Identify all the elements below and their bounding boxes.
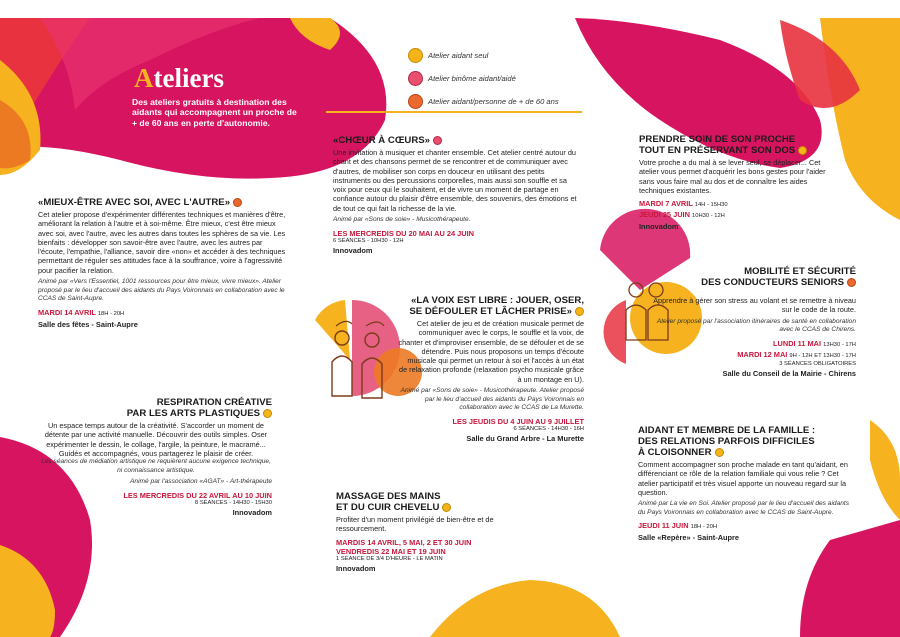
title-rest: teliers: [153, 63, 224, 93]
atelier-place: Salle «Repère» - Saint-Aupre: [638, 533, 740, 543]
atelier-description: Apprendre à gérer son stress au volant et se remettre à niveau sur le code de la route.: [653, 296, 856, 315]
atelier-place: Innovadom: [336, 564, 376, 574]
atelier-title: [333, 135, 581, 146]
aidant-seul-icon: [575, 307, 584, 316]
atelier-place: Innovadom: [333, 246, 373, 256]
atelier-title-line: PRENDRE SOIN DE SON PROCHE: [639, 134, 796, 145]
atelier-title-line: PAR LES ARTS PLASTIQUES: [126, 408, 260, 419]
atelier-title: [638, 425, 852, 458]
singing-couple-illustration: [318, 318, 398, 410]
atelier-date: [650, 339, 856, 350]
legend-item: [408, 67, 559, 90]
atelier-respiration: [40, 397, 272, 517]
intro-paragraph: Des ateliers gratuits à destination des aidants qui accompagnent un proche de + de 60 ans en perte d'autonomie.: [132, 97, 297, 128]
atelier-animator: Animé par «Sons de soie» - Musicothérapeute. Atelier proposé par le lieu d'accueil des aidants du Pays Voironnais en collaboration avec le CCAS de La Murette.: [400, 387, 584, 412]
legend: [408, 44, 559, 113]
atelier-sessions: 8 SÉANCES - 14H30 - 15H30: [194, 499, 272, 506]
atelier-date: [38, 308, 290, 319]
atelier-description: Un espace temps autour de la créativité. S'accorder un moment de détente par une activité manuelle. Découvrir des outils simples. Oser expérimenter le dessin, le collage, l'argile, la peinture, le macramé... Guidés et accompagnés, vous partagerez le plaisir de créer.: [44, 421, 268, 458]
atelier-title-line: DES CONDUCTEURS SENIORS: [701, 277, 844, 288]
atelier-title-line: AIDANT ET MEMBRE DE LA FAMILLE :: [638, 425, 816, 436]
date-text: JEUDI 11 JUIN: [638, 521, 689, 531]
atelier-sessions: 1 SÉANCE DE 3/4 D'HEURE - LE MATIN: [336, 555, 443, 562]
atelier-animator: Animé par l'association «AGAT» - Art-thérapeute: [130, 478, 272, 486]
legend-divider: [326, 111, 582, 113]
atelier-date: [650, 350, 856, 361]
atelier-title: [398, 295, 584, 317]
atelier-description: Cet atelier de jeu et de création musicale permet de communiquer avec le corps, le souffle et la voix, de chanter et d'improviser ensemble, de se défouler et de se détendre. Puis nous proposons un temps d'écoute musicale qui permet un retour à soi et l'accès à un état de relaxation profonde (relaxation psycho musicale grâce à un montage en U).: [398, 319, 584, 384]
atelier-title-line: DES RELATIONS PARFOIS DIFFICILES: [638, 436, 815, 447]
aidant-seul-icon: [442, 503, 451, 512]
date-text: MARDI 12 MAI: [737, 349, 788, 359]
intro-text: [132, 97, 302, 128]
atelier-description: Votre proche a du mal à se lever seul, se déplacer... Cet atelier vous permet d'acquérir les bons gestes pour l'aider sans vous faire mal au dos et de connaître les aides techniques existantes.: [639, 158, 826, 195]
atelier-mieux-etre: [38, 197, 290, 329]
atelier-title: [639, 134, 839, 156]
atelier-animator: Animé par «Sons de soie» - Musicothérapeute.: [333, 216, 471, 224]
atelier-place: Salle des fêtes - Saint-Aupre: [38, 319, 138, 329]
atelier-choeur: [333, 135, 581, 255]
aidant-senior-icon: [408, 94, 423, 109]
atelier-date: VENDREDIS 22 MAI ET 19 JUIN: [336, 546, 446, 556]
atelier-mobilite-details: [650, 294, 856, 378]
atelier-title-line: À CLOISONNER: [638, 447, 712, 458]
legend-item: [408, 44, 559, 67]
legend-item: [408, 90, 559, 113]
title-initial: A: [134, 63, 154, 93]
atelier-voix: [398, 295, 584, 443]
atelier-sessions: 6 SÉANCES - 14H30 - 16H: [513, 425, 584, 432]
aidant-seul-icon: [408, 48, 423, 63]
date-text: MARDI 14 AVRIL: [38, 307, 96, 317]
date-text: LUNDI 11 MAI: [773, 338, 822, 348]
atelier-description: Une invitation à musiquer et chanter ensemble. Cet atelier centré autour du chant et des chansons permet de se rencontrer et de communiquer avec d'autres, de mobiliser son corps en douceur en utilisant des petits instruments ou des percussions corporelles, mais aussi son souffle et sa voix pour ceux qui le souhaitent, et de vivre un moment de partage en confiance autour du plaisir d'être ensemble, des souvenirs, des émotions et de tout ce qui fait la richesse de la vie.: [333, 148, 577, 213]
atelier-place: Innovadom: [639, 222, 679, 232]
time-text: 18H - 20H: [690, 524, 718, 531]
date-text: MARDI 7 AVRIL: [639, 199, 693, 209]
atelier-description: Cet atelier propose d'expérimenter différentes techniques et manières d'être, améliorant la relation à l'autre et à soi-même. Être mieux, c'est être mieux avec soi, avec l'autre, avec les autres dans toutes les sphères de sa vie. Les bienfaits : développer son savoir-être avec l'autre, avec les autres par l'écoute, l'empathie, l'alliance, savoir dire «non» et accéder à des techniques permettant de réguler ses attitudes face à la souffrance, voire à l'agressivité pour pacifier la relation.: [38, 210, 286, 275]
atelier-animator: Atelier proposé par l'association itinéraires de santé en collaboration avec le CCAS de Chirens.: [656, 317, 856, 334]
page-title: [134, 63, 224, 94]
aidant-seul-icon: [263, 409, 272, 418]
atelier-title: [336, 491, 536, 513]
atelier-description: Comment accompagner son proche malade en tant qu'aidant, en différenciant ce rôle de la relation familiale qui vous relie ? Cet atelier participatif et très visuel apporte un nouveau regard sur la question.: [638, 460, 848, 497]
atelier-date: LES MERCREDIS DU 20 MAI AU 24 JUIN: [333, 228, 474, 238]
atelier-title-line: RESPIRATION CRÉATIVE: [156, 397, 272, 408]
atelier-date: [639, 210, 839, 221]
atelier-title-line: «LA VOIX EST LIBRE : JOUER, OSER,: [411, 295, 584, 306]
atelier-place: Innovadom: [232, 508, 272, 518]
legend-label: Atelier aidant seul: [428, 51, 489, 60]
atelier-date: MARDIS 14 AVRIL, 5 MAI, 2 ET 30 JUIN: [336, 537, 472, 547]
atelier-place: Salle du Conseil de la Mairie - Chirens: [722, 369, 856, 379]
time-text: 9H - 12H ET 13H30 - 17H: [789, 352, 856, 359]
atelier-sessions: 3 SÉANCES OBLIGATOIRES: [779, 360, 856, 367]
atelier-date: [639, 199, 839, 210]
legend-label: Atelier binôme aidant/aidé: [428, 74, 516, 83]
time-text: 18H - 20H: [97, 310, 125, 317]
binome-icon: [408, 71, 423, 86]
aidant-seul-icon: [715, 448, 724, 457]
atelier-prendre-soin: [639, 134, 839, 231]
binome-icon: [433, 136, 442, 145]
atelier-aidant-membre: [638, 425, 852, 542]
date-text: JEUDI 25 JUIN: [639, 210, 690, 220]
time-text: 10H30 - 12H: [692, 213, 725, 220]
atelier-sessions: 6 SÉANCES - 10H30 - 12H: [333, 237, 404, 244]
aidant-senior-icon: [233, 198, 242, 207]
atelier-title-line: ET DU CUIR CHEVELU: [336, 502, 440, 513]
atelier-description: Profiter d'un moment privilégié de bien-être et de ressourcement.: [336, 515, 494, 534]
atelier-title: [672, 266, 856, 288]
atelier-title-line: TOUT EN PRÉSERVANT SON DOS: [639, 145, 796, 156]
atelier-title-line: SE DÉFOULER ET LÂCHER PRISE»: [409, 306, 572, 317]
atelier-date: [638, 521, 852, 532]
atelier-date: LES JEUDIS DU 4 JUIN AU 9 JUILLET: [452, 416, 584, 426]
atelier-title-text: «MIEUX-ÊTRE AVEC SOI, AVEC L'AUTRE»: [38, 197, 231, 208]
atelier-mobilite: [672, 266, 856, 288]
atelier-title-line: MASSAGE DES MAINS: [336, 491, 441, 502]
atelier-title-line: MOBILITÉ ET SÉCURITÉ: [744, 266, 856, 277]
atelier-date: LES MERCREDIS DU 22 AVRIL AU 10 JUIN: [123, 490, 272, 500]
atelier-animator: Animé par «Vers l'Essentiel, 1001 ressources pour être mieux, vivre mieux». Atelier proposé par le lieu d'accueil des aidants du Pays Voironnais en collaboration avec le CCAS de Saint-Aupre.: [38, 278, 285, 303]
atelier-title: [38, 197, 290, 208]
time-text: 14H - 15H30: [694, 202, 728, 209]
atelier-note: Les séances de médiation artistique ne requièrent aucune exigence technique, ni connaissance artistique.: [41, 458, 271, 474]
atelier-title: [40, 397, 272, 419]
atelier-animator: Animé par La vie en Soi. Atelier proposé par le lieu d'accueil des aidants du Pays Voironnais en collaboration avec le CCAS de Saint-Aupre.: [638, 500, 850, 516]
time-text: 13H30 - 17H: [823, 341, 856, 348]
atelier-massage: [336, 491, 536, 573]
legend-label: Atelier aidant/personne de + de 60 ans: [428, 97, 559, 106]
atelier-title-text: «CHŒUR À CŒURS»: [333, 135, 431, 146]
aidant-senior-icon: [847, 278, 856, 287]
aidant-seul-icon: [798, 146, 807, 155]
atelier-place: Salle du Grand Arbre - La Murette: [466, 434, 584, 444]
